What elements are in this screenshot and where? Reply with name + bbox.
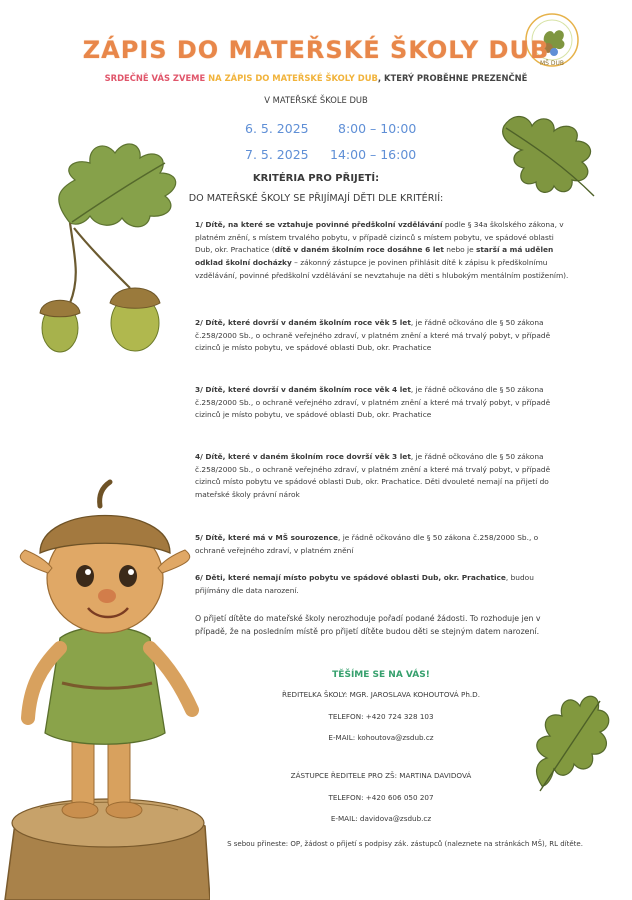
criterion-1-text: podle § 34a školského zákona, v platném znění, s místem trvalého pobytu, v případě cizinců s místem pobytu, ve spádové oblasti Dub, okr. Prachatice ( bbox=[195, 220, 564, 255]
logo-text: MŠ DUB bbox=[539, 60, 565, 67]
criterion-5 bbox=[195, 532, 570, 557]
criterion-4-text: , je řádně očkováno dle § 50 zákona č.258/2000 Sb., o ochraně veřejného zdraví, v platném znění a které má trvalý pobyt, v případě cizinců místo pobytu ve spádové oblasti Dub, okr. Prachatice. Děti dvouleté nemají na přijetí do mateřské školy právní nárok bbox=[195, 452, 551, 500]
date-1: 6. 5. 2025 bbox=[245, 121, 309, 136]
invitation-part1: SRDEČNĚ VÁS ZVEME bbox=[104, 73, 209, 83]
criterion-2-text: , je řádně očkováno dle § 50 zákona č.258/2000 Sb., o ochraně veřejného zdraví, v platném znění a které má trvalý pobyt, v případě cizinců je místo pobytu, ve spádové oblasti Dub, okr. Prachatice bbox=[195, 318, 551, 353]
criterion-1-heading: 1/ Dítě, na které se vztahuje povinné předškolní vzdělávání bbox=[195, 220, 443, 229]
criterion-6 bbox=[195, 572, 570, 597]
criterion-3-text: , je řádně očkováno dle § 50 zákona č.258/2000 Sb., o ochraně veřejného zdraví, v platném znění a které má trvalý pobyt, v případě cizinců je místo pobytu, ve spádové oblasti Dub, okr. Prachatice bbox=[195, 385, 551, 420]
acorn-icon bbox=[110, 288, 160, 351]
director-email: E-MAIL: kohoutova@zsdub.cz bbox=[328, 733, 434, 742]
invitation-part3: , KTERÝ PROBĚHNE PREZENČNĚ bbox=[377, 73, 528, 83]
location-line: V MATEŘSKÉ ŠKOLE DUB bbox=[264, 95, 368, 105]
deputy-email: E-MAIL: davidova@zsdub.cz bbox=[330, 814, 432, 823]
time-1: 8:00 – 10:00 bbox=[338, 121, 417, 136]
criterion-3-heading: 3/ Dítě, které dovrší v daném školním roce věk 4 let bbox=[195, 385, 411, 394]
invitation-part2: NA ZÁPIS DO MATEŘSKÉ ŠKOLY DUB bbox=[208, 73, 378, 83]
director-name: ŘEDITELKA ŠKOLY: MGR. JAROSLAVA KOHOUTOVÁ Ph.D. bbox=[282, 690, 480, 699]
acorn-icon bbox=[40, 300, 80, 352]
criterion-3 bbox=[195, 384, 570, 422]
acorn-character-illustration bbox=[0, 478, 210, 900]
deputy-name: ZÁSTUPCE ŘEDITELE PRO ZŠ: MARTINA DAVIDOVÁ bbox=[290, 771, 472, 780]
criterion-4 bbox=[195, 451, 570, 502]
director-phone: TELEFON: +420 724 328 103 bbox=[328, 712, 434, 721]
oak-leaf-icon bbox=[59, 144, 176, 227]
criterion-6-text: , budou přijímány dle data narození. bbox=[195, 573, 534, 595]
criterion-5-heading: 5/ Dítě, které má v MŠ sourozence bbox=[195, 533, 339, 542]
oak-leaf-acorns-illustration bbox=[30, 118, 200, 368]
criterion-4-heading: 4/ Dítě, které v daném školním roce dovrší věk 3 let bbox=[195, 452, 411, 461]
criterion-1 bbox=[195, 219, 570, 283]
time-2: 14:00 – 16:00 bbox=[330, 147, 417, 162]
greeting: TĚŠÍME SE NA VÁS! bbox=[332, 670, 430, 680]
criterion-1-text3: – zákonný zástupce je povinen přihlásit dítě k zápisu k předškolnímu vzdělávání, povinné předškolní vzdělávání se nevztahuje na děti s hlubokým mentálním postižením). bbox=[195, 258, 569, 280]
invitation-line bbox=[0, 73, 632, 83]
criterion-1-text2: nebo je bbox=[443, 245, 476, 255]
criterion-1-bold3: starší a má udělen odklad školní docházky bbox=[195, 245, 554, 268]
admission-note: O přijetí dítěte do mateřské školy nerozhoduje pořadí podané žádosti. To rozhoduje jen v případě, že na posledním místě pro přijetí dítěte budou děti se stejným datem narození. bbox=[195, 614, 541, 636]
footer-note: S sebou přineste: OP, žádost o přijetí s podpisy zák. zástupců (naleznete na stránkách MŠ), RL dítěte. bbox=[227, 840, 583, 848]
oak-leaf-icon bbox=[494, 106, 604, 201]
criterion-2 bbox=[195, 317, 570, 355]
date-2: 7. 5. 2025 bbox=[245, 147, 309, 162]
page-title: ZÁPIS DO MATEŘSKÉ ŠKOLY DUB bbox=[82, 36, 550, 64]
criteria-intro: DO MATEŘSKÉ ŠKOLY SE PŘIJÍMAJÍ DĚTI DLE KRITÉRIÍ: bbox=[188, 193, 444, 204]
criterion-5-text: , je řádně očkováno dle § 50 zákona č.258/2000 Sb., o ochraně veřejného zdraví, v platném znění bbox=[195, 533, 539, 555]
criterion-1-bold2: dítě v daném školním roce dosáhne 6 let bbox=[274, 245, 444, 255]
criteria-title: KRITÉRIA PRO PŘIJETÍ: bbox=[252, 173, 380, 184]
criterion-6-heading: 6/ Děti, které nemají místo pobytu ve spádové oblasti Dub, okr. Prachatice bbox=[195, 573, 506, 582]
criterion-2-heading: 2/ Dítě, které dovrší v daném školním roce věk 5 let bbox=[195, 318, 411, 327]
deputy-phone: TELEFON: +420 606 050 207 bbox=[328, 793, 434, 802]
